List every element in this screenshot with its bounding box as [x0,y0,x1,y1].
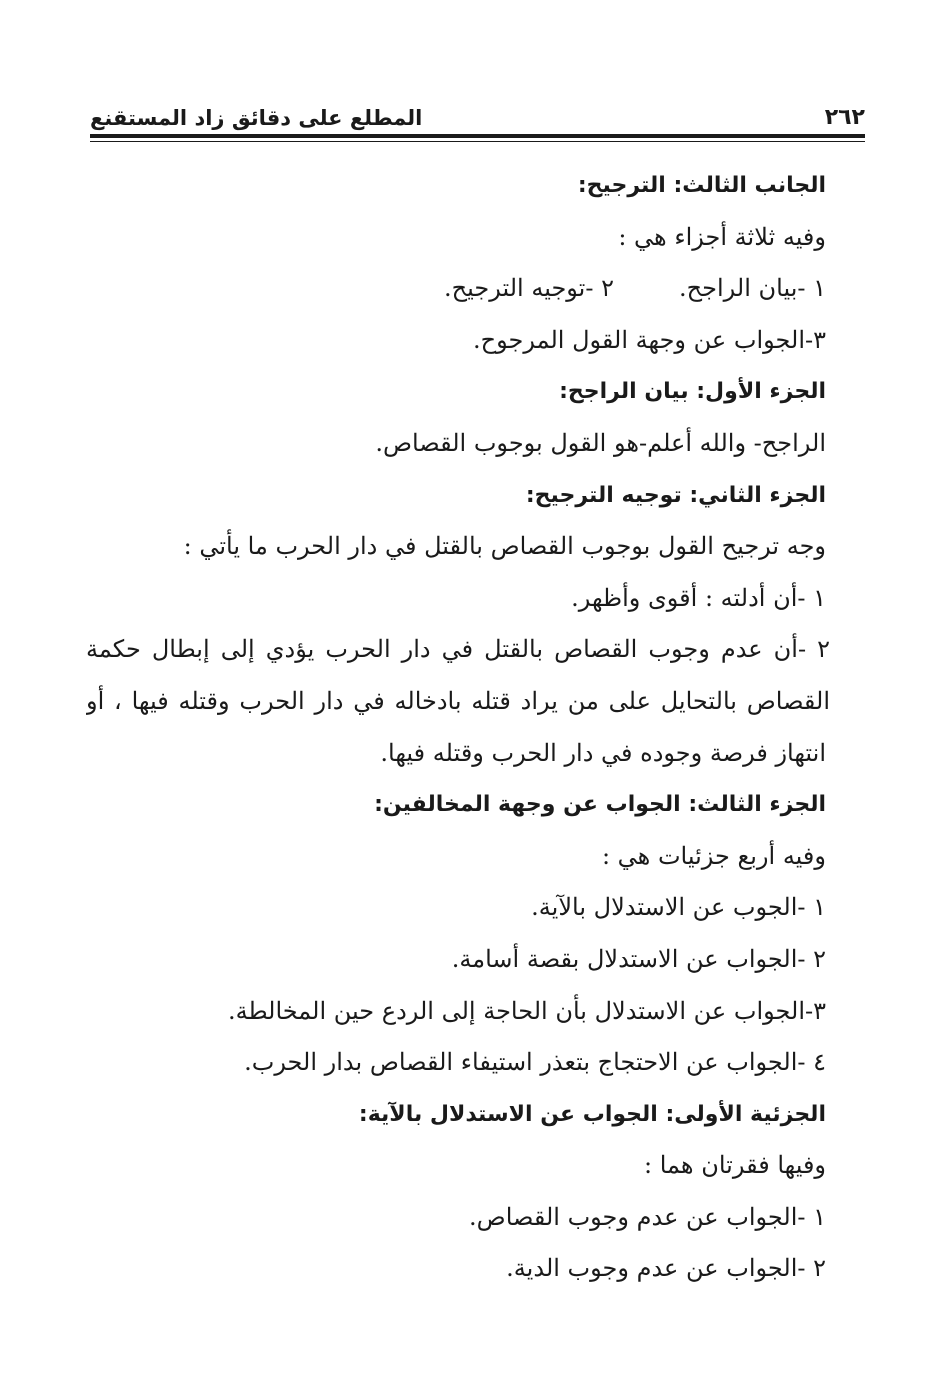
book-title: المطلع على دقائق زاد المستقنع [90,106,423,130]
list-item: ٣-الجواب عن وجهة القول المرجوح. [472,325,826,354]
list-item: ٢ -الجواب عن الاستدلال بقصة أسامة. [451,944,826,973]
part-heading: الجزء الأول: بيان الراجح: [559,379,826,405]
subpart-heading: الجزئية الأولى: الجواب عن الاستدلال بالآية: [358,1101,826,1127]
section-heading: الجانب الثالث: الترجيح: [577,173,826,198]
running-header [90,90,865,130]
list-item: ١ -أن أدلته : أقوى وأظهر. [571,583,826,612]
list-item: ٣-الجواب عن الاستدلال بأن الحاجة إلى الردع حين المخالطة. [227,996,826,1025]
header-rule-thin [90,141,865,142]
part-heading: الجزء الثالث: الجواب عن وجهة المخالفين: [374,792,826,818]
text-line: وفيها فقرتان هما : [644,1151,826,1180]
text-line: وفيه ثلاثة أجزاء هي : [618,222,826,251]
list-row-two-columns [86,263,826,315]
header-rule-thick [90,134,865,138]
text-line: وفيه أربع جزئيات هي : [601,841,826,870]
paragraph-line: ٢ -أن عدم وجوب القصاص بالقتل في دار الحرب يؤدي إلى إبطال حكمة [86,635,830,664]
text-line: الراجح- والله أعلم-هو القول بوجوب القصاص. [375,428,826,457]
list-item: ٤ -الجواب عن الاحتجاج بتعذر استيفاء القصاص بدار الحرب. [244,1048,826,1077]
paragraph-line: انتهاز فرصة وجوده في دار الحرب وقتله فيها. [380,738,826,767]
list-item: ٢ -توجيه الترجيح. [444,274,614,303]
list-item: ١ -الجواب عن عدم وجوب القصاص. [469,1202,826,1231]
part-heading: الجزء الثاني: توجيه الترجيح: [525,482,826,508]
body-text [86,160,830,1295]
page-number: ٢٦٢ [824,105,865,130]
list-item: ١ -الجوب عن الاستدلال بالآية. [531,893,826,922]
list-item: ١ -بيان الراجح. [679,274,826,303]
paragraph-line: القصاص بالتحايل على من يراد قتله بادخاله في دار الحرب وقتله فيها ، أو [86,686,830,715]
text-line: وجه ترجيح القول بوجوب القصاص بالقتل في دار الحرب ما يأتي : [183,532,826,561]
list-item: ٢ -الجواب عن عدم وجوب الدية. [506,1254,826,1283]
